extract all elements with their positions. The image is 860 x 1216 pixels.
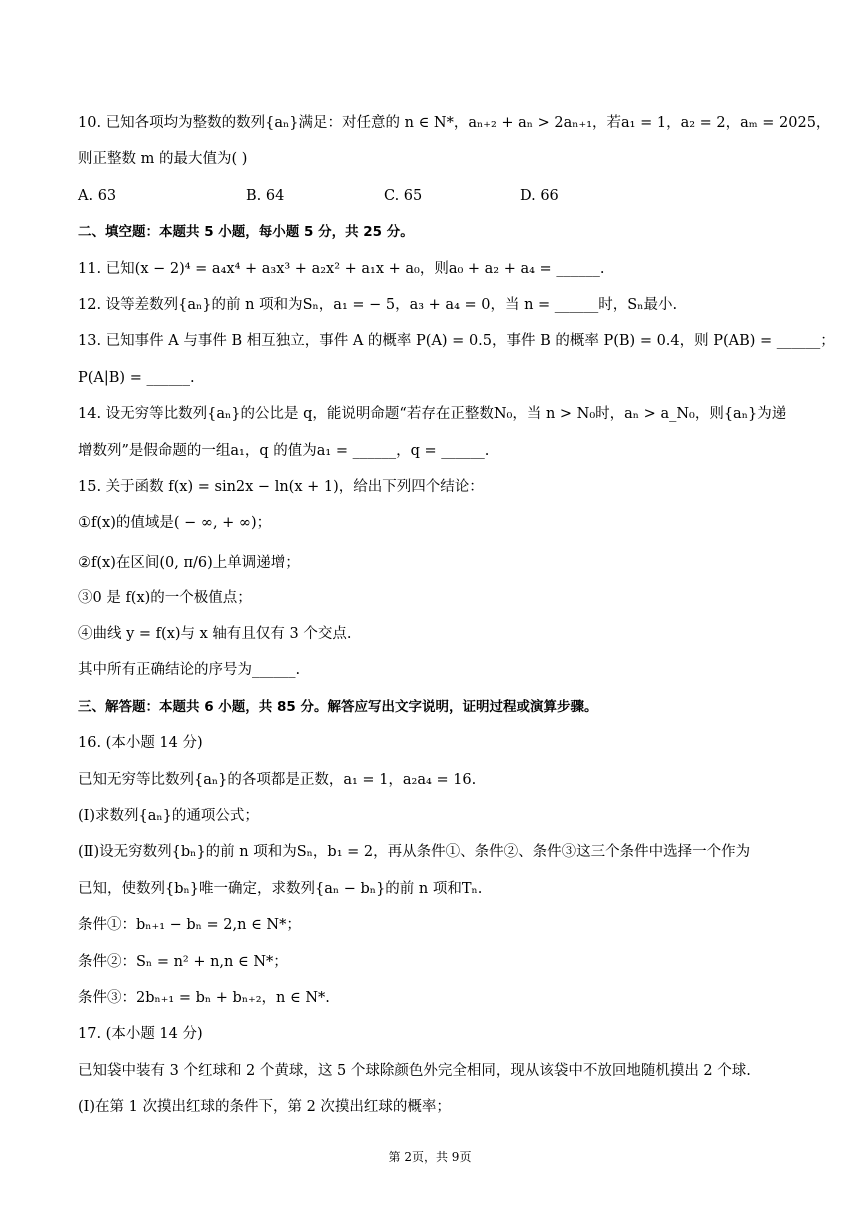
q15-option-1: ①f(x)的值域是( − ∞, + ∞)； <box>78 515 272 532</box>
choice-c: C. 65 <box>384 187 423 204</box>
q15-prompt: 其中所有正确结论的序号为______. <box>78 662 301 679</box>
q17-line-1: 已知袋中装有 3 个红球和 2 个黄球，这 5 个球除颜色外完全相同，现从该袋中不放回地随机摸出 2 个球. <box>78 1062 751 1079</box>
q13-line-2: P(A|B) = ______. <box>78 369 195 386</box>
q16-condition-2: 条件②：Sₙ = n² + n,n ∈ N*； <box>78 953 288 970</box>
q16-condition-1: 条件①：bₙ₊₁ − bₙ = 2,n ∈ N*； <box>78 917 301 934</box>
q16-line-1: 已知无穷等比数列{aₙ}的各项都是正数，a₁ = 1，a₂a₄ = 16. <box>78 771 477 788</box>
section-solve-heading: 三、解答题：本题共 6 小题，共 85 分。解答应写出文字说明，证明过程或演算步骤。 <box>78 698 598 715</box>
q14-line-2: 增数列”是假命题的一组a₁，q 的值为a₁ = ______，q = ______. <box>78 442 490 459</box>
page-content <box>78 111 835 1132</box>
q11-line: 11. 已知(x − 2)⁴ = a₄x⁴ + a₃x³ + a₂x² + a₁x + a₀，则a₀ + a₂ + a₄ = ______. <box>78 260 605 277</box>
q16-condition-3: 条件③：2bₙ₊₁ = bₙ + bₙ₊₂，n ∈ N*. <box>78 989 330 1006</box>
choice-a: A. 63 <box>78 187 117 204</box>
q12-line: 12. 设等差数列{aₙ}的前 n 项和为Sₙ，a₁ = − 5，a₃ + a₄ = 0，当 n = ______时，Sₙ最小. <box>78 296 678 313</box>
q10-line-2: 则正整数 m 的最大值为( ) <box>78 151 248 168</box>
q16-part-1: (Ⅰ)求数列{aₙ}的通项公式； <box>78 808 259 825</box>
page-footer: 第 2页，共 9页 <box>388 1150 472 1164</box>
q10-line-1: 10. 已知各项均为整数的数列{aₙ}满足：对任意的 n ∈ N*，aₙ₊₂ + aₙ > 2aₙ₊₁，若a₁ = 1，a₂ = 2，aₘ = 2025， <box>78 115 831 131</box>
choice-d: D. 66 <box>520 187 559 204</box>
choice-b: B. 64 <box>246 187 285 204</box>
q14-line-1: 14. 设无穷等比数列{aₙ}的公比是 q，能说明命题“若存在正整数N₀，当 n > N₀时，aₙ > a_N₀，则{aₙ}为递 <box>78 406 787 423</box>
q13-line-1: 13. 已知事件 A 与事件 B 相互独立，事件 A 的概率 P(A) = 0.5，事件 B 的概率 P(B) = 0.4，则 P(AB) = ______； <box>78 333 835 350</box>
q15-line-1: 15. 关于函数 f(x) = sin2x − ln(x + 1)，给出下列四个结论： <box>78 478 484 495</box>
q15-option-3: ③0 是 f(x)的一个极值点； <box>78 589 252 606</box>
q15-option-4: ④曲线 y = f(x)与 x 轴有且仅有 3 个交点. <box>78 626 352 643</box>
q17-title: 17. (本小题 14 分) <box>78 1026 203 1043</box>
section-fill-in-heading: 二、填空题：本题共 5 小题，每小题 5 分，共 25 分。 <box>78 224 414 241</box>
q16-part-2-line-1: (Ⅱ)设无穷数列{bₙ}的前 n 项和为Sₙ，b₁ = 2，再从条件①、条件②、条件③这三个条件中选择一个作为 <box>78 844 751 861</box>
q17-part-1: (Ⅰ)在第 1 次摸出红球的条件下，第 2 次摸出红球的概率； <box>78 1099 451 1116</box>
q10-choices <box>78 184 783 208</box>
q16-title: 16. (本小题 14 分) <box>78 735 203 752</box>
q16-part-2-line-2: 已知，使数列{bₙ}唯一确定，求数列{aₙ − bₙ}的前 n 项和Tₙ. <box>78 880 483 897</box>
q15-option-2: ②f(x)在区间(0, π/6)上单调递增； <box>78 554 300 571</box>
